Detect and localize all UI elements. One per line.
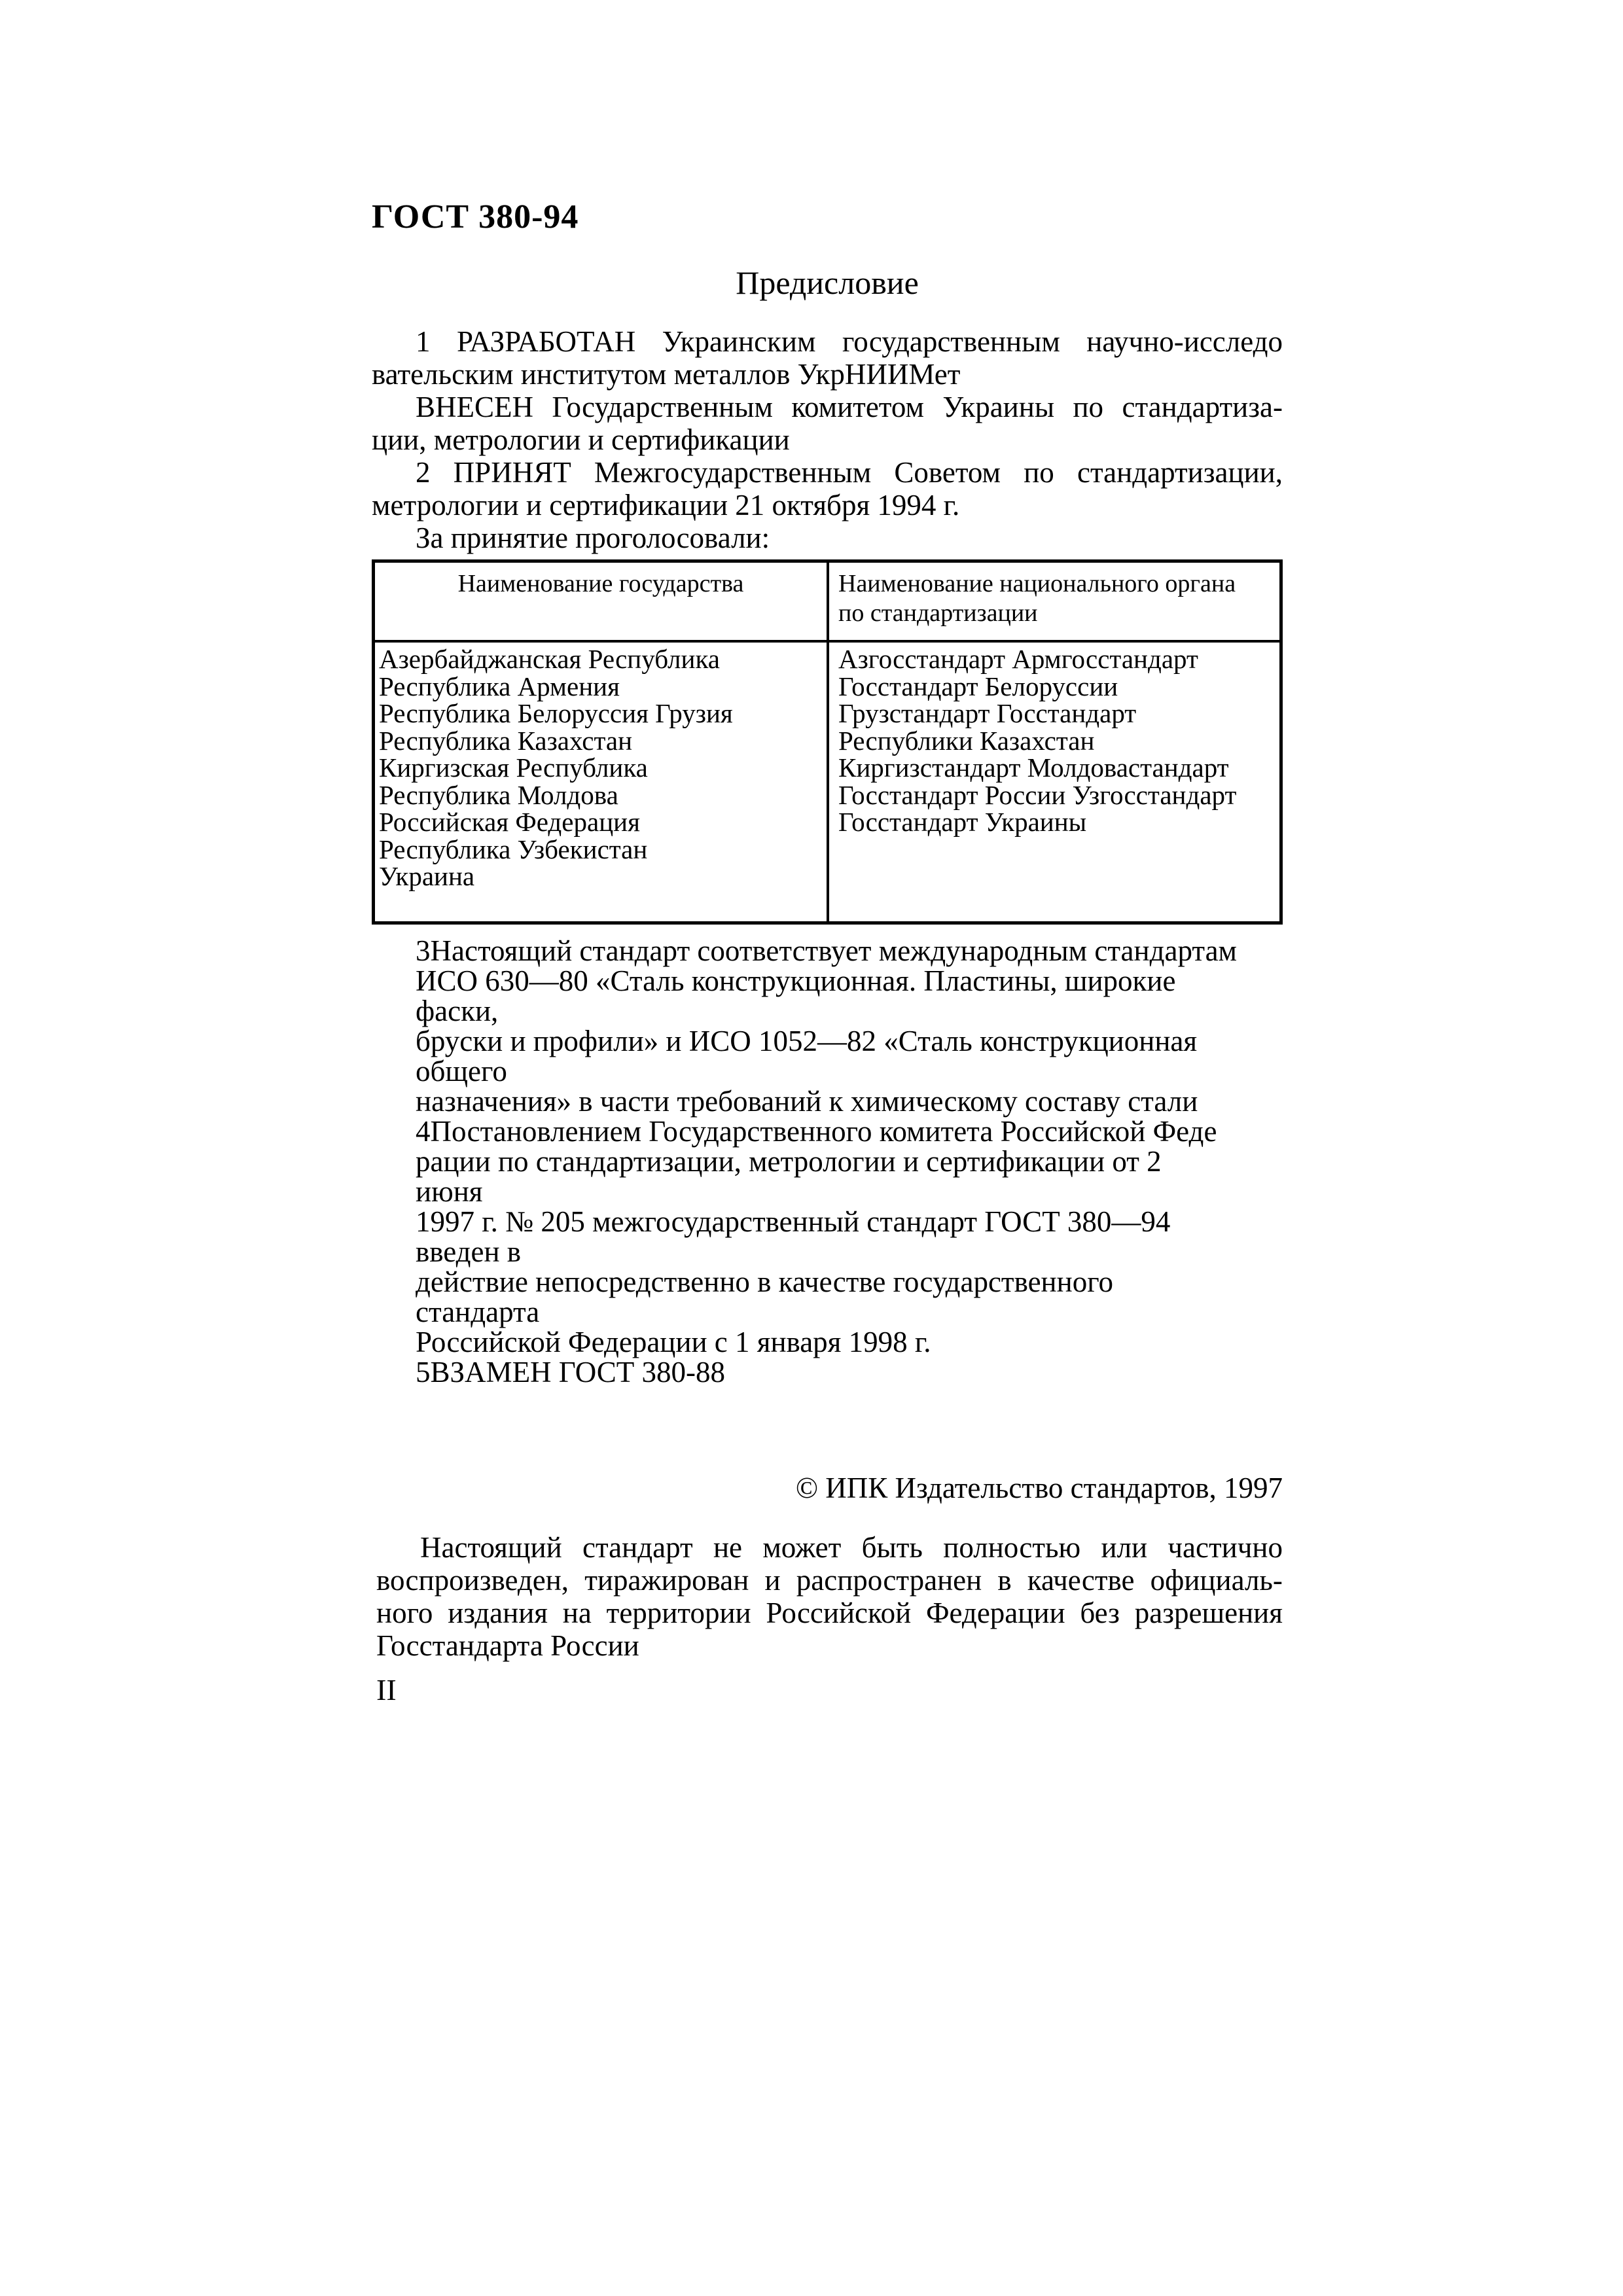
country-row: Республика Узбекистан [379, 834, 648, 864]
intro-line: ВНЕСЕН Государственным комитетом Украины по стандартиза- [416, 391, 1283, 423]
intro-paragraphs [372, 325, 1283, 554]
section-3-5-block [416, 936, 1286, 1387]
section-line: июня [416, 1175, 483, 1208]
section-line: стандарта [416, 1296, 540, 1328]
page-number: II [376, 1673, 397, 1706]
authority-row: Республики Казахстан [838, 725, 1095, 756]
intro-line: 1 РАЗРАБОТАН Украинским государственным научно-исследо [416, 325, 1283, 358]
section-line: общего [416, 1055, 507, 1087]
section-line: 3Настоящий стандарт соответствует международным стандартам [416, 934, 1238, 967]
vote-table [372, 559, 1283, 925]
section-line: бруски и профили» и ИСО 1052—82 «Сталь конструкционная [416, 1025, 1198, 1057]
country-row: Российская Федерация [379, 807, 640, 837]
country-row: Азербайджанская Республика [379, 644, 720, 674]
country-column [375, 643, 829, 921]
country-row: Республика Армения [379, 671, 620, 701]
authority-row: Госстандарт Белоруссии [838, 671, 1118, 701]
country-row: Республика Казахстан [379, 725, 633, 756]
legal-line: ного издания на территории Российской Федерации без разрешения [376, 1597, 1283, 1629]
section-line: введен в [416, 1235, 522, 1268]
table-header-authority-line2: по стандартизации [838, 599, 1038, 627]
legal-notice [376, 1531, 1283, 1662]
section-line: 4Постановлением Государственного комитета Российской Феде [416, 1115, 1217, 1148]
authority-row: Азгосстандарт Армгосстандарт [838, 644, 1198, 674]
table-header-country: Наименование государства [375, 563, 829, 643]
preface-heading: Предисловие [736, 264, 919, 301]
legal-line: воспроизведен, тиражирован и распространен в качестве официаль- [376, 1564, 1283, 1597]
intro-line: вательским институтом металлов УкрНИИМет [372, 358, 961, 391]
intro-line: 2 ПРИНЯТ Межгосударственным Советом по стандартизации, [416, 456, 1283, 489]
section-line: действие непосредственно в качестве государственного [416, 1265, 1114, 1298]
intro-line: За принятие проголосовали: [416, 521, 770, 554]
authority-row: Госстандарт Украины [838, 807, 1087, 837]
intro-line: метрологии и сертификации 21 октября 1994 г. [372, 489, 960, 521]
country-row: Республика Молдова [379, 779, 618, 810]
section-line: фаски, [416, 995, 499, 1027]
authority-row: Грузстандарт Госстандарт [838, 698, 1137, 728]
copyright-line: © ИПК Издательство стандартов, 1997 [795, 1472, 1283, 1504]
authority-row: Киргизстандарт Молдовастандарт [838, 752, 1229, 783]
section-line: 1997 г. № 205 межгосударственный стандарт ГОСТ 380—94 [416, 1205, 1171, 1238]
intro-line: ции, метрологии и сертификации [372, 423, 790, 456]
section-line: Российской Федерации с 1 января 1998 г. [416, 1326, 931, 1358]
section-line: рации по стандартизации, метрологии и сертификации от 2 [416, 1145, 1162, 1178]
table-header-authority-line1: Наименование национального органа [838, 570, 1236, 597]
country-row: Киргизская Республика [379, 752, 648, 783]
section-line: 5ВЗАМЕН ГОСТ 380-88 [416, 1356, 725, 1388]
authority-column [829, 643, 1279, 921]
country-row: Республика Белоруссия Грузия [379, 698, 733, 728]
section-line: ИСО 630—80 «Сталь конструкционная. Пластины, широкие [416, 964, 1176, 997]
legal-line: Настоящий стандарт не может быть полностью или частично [420, 1531, 1283, 1564]
authority-row: Госстандарт России Узгосстандарт [838, 779, 1237, 810]
country-row: Украина [379, 861, 475, 891]
page-title: ГОСТ 380-94 [372, 198, 579, 236]
section-line: назначения» в части требований к химическому составу стали [416, 1085, 1198, 1118]
table-header-authority [829, 563, 1279, 643]
legal-line: Госстандарта России [376, 1629, 639, 1662]
